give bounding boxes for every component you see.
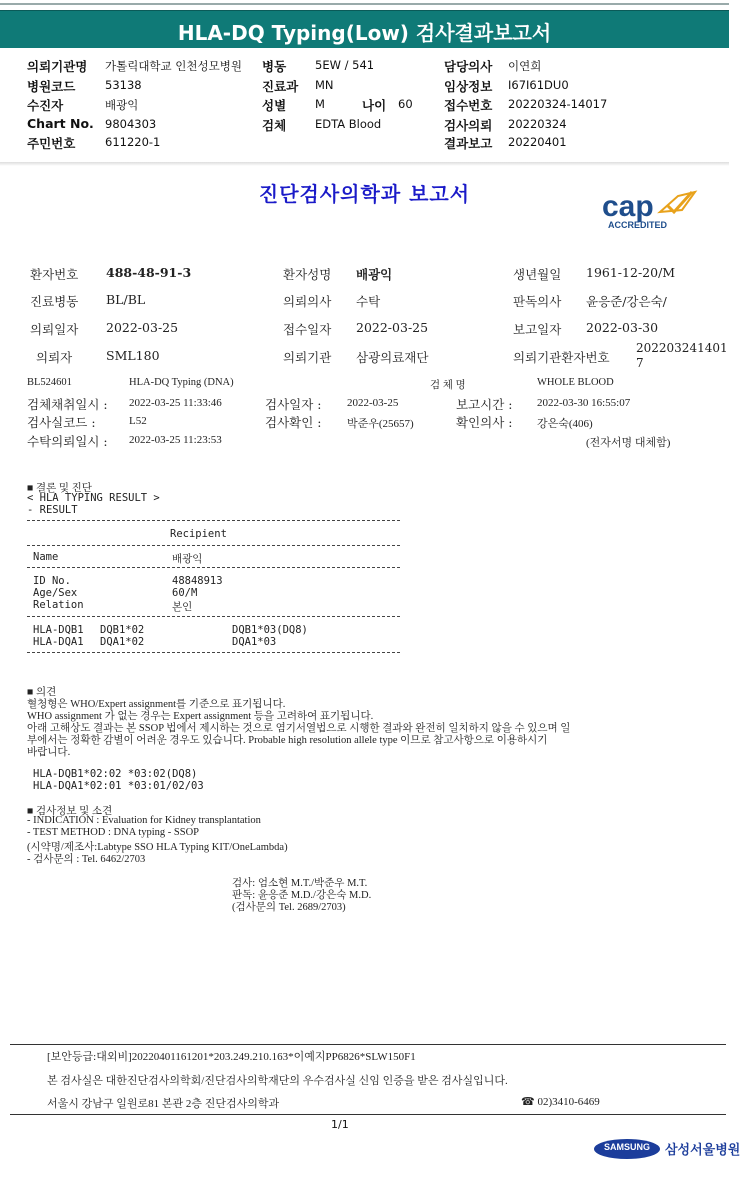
opinion-line: 아래 고해상도 결과는 본 SSOP 법에서 제시하는 것으로 염기서열법으로 시행한 결과와 완전히 일치하지 않을 수 있으며 일 [27, 723, 571, 734]
patient-value: SML180 [106, 348, 160, 363]
collect-label: 검체채취일시 : [27, 397, 108, 412]
reporttime-label: 보고시간 : [456, 397, 513, 412]
opinion-line: 바랍니다. [27, 747, 71, 758]
patient-label: 의뢰일자 [30, 322, 79, 337]
dash-line [27, 567, 400, 568]
age-label: Age/Sex [33, 587, 78, 599]
opinion-line: 혈청형은 WHO/Expert assignment를 기준으로 표기됩니다. [27, 699, 286, 710]
header-label: 진료과 [262, 79, 299, 94]
result-label: - RESULT [27, 504, 78, 516]
dash-line [27, 616, 400, 617]
age-label: 나이 [362, 98, 387, 113]
patient-label: 의뢰자 [36, 350, 73, 365]
samsung-logo-text: SAMSUNG [603, 1142, 650, 1152]
header-label: 의뢰기관명 [27, 59, 88, 74]
header-value: 가톨릭대학교 인천성모병원 [105, 59, 242, 73]
patient-label: 의뢰기관환자번호 [513, 350, 610, 365]
cap-logo-text: cap [602, 190, 654, 223]
confirm-label: 검사확인 : [265, 415, 322, 430]
patient-label: 환자번호 [30, 267, 79, 282]
header-label: 담당의사 [444, 59, 493, 74]
header-label: Chart No. [27, 116, 94, 131]
age-value: 60 [398, 97, 413, 111]
header-label: 병동 [262, 59, 287, 74]
patient-value: 2022-03-25 [356, 320, 429, 335]
testdate-value: 2022-03-25 [347, 397, 399, 409]
top-divider [0, 3, 729, 5]
specimen-value: WHOLE BLOOD [537, 377, 614, 388]
header-value: 9804303 [105, 117, 157, 131]
patient-label: 생년월일 [513, 267, 562, 282]
name-value: 배광익 [172, 553, 203, 565]
info-line: - TEST METHOD : DNA typing - SSOP [27, 827, 200, 838]
patient-label: 의뢰기관 [283, 350, 332, 365]
name-label: Name [33, 551, 59, 563]
lab-value: L52 [129, 415, 147, 427]
patient-value: 2022-03-30 [586, 320, 659, 335]
opinion-line: WHO assignment 가 없는 경우는 Expert assignment 등을 고려하여 표기됩니다. [27, 711, 374, 722]
age-value: 60/M [172, 587, 198, 599]
header-value: 20220324 [508, 117, 567, 131]
signature-line: (검사문의 Tel. 2689/2703) [232, 902, 346, 913]
patient-value: 1961-12-20/M [586, 265, 676, 280]
patient-value: 488-48-91-3 [106, 265, 192, 280]
cap-accredited-logo [600, 186, 700, 232]
security-line: [보안등급:대외비]20220401161201*203.249.210.163*이예지PP6826*SLW150F1 [47, 1051, 416, 1063]
allele-2: DQA1*03 [232, 636, 277, 648]
patient-label: 의뢰의사 [283, 294, 332, 309]
patient-value: 윤응준/강은숙/ [586, 294, 667, 309]
certification-text: 본 검사실은 대한진단검사의학회/진단검사의학재단의 우수검사실 신임 인증을 받은 검사실입니다. [47, 1075, 508, 1087]
patient-label: 보고일자 [513, 322, 562, 337]
ref-patient-no-cont: 7 [636, 356, 644, 370]
header-value: EDTA Blood [315, 117, 382, 131]
dash-line [27, 520, 400, 521]
relation-value: 본인 [172, 601, 193, 613]
patient-value: 202203241401 [636, 341, 728, 355]
specimen-label: 검 체 명 [430, 380, 466, 391]
header-value: 배광익 [105, 98, 139, 112]
lab-phone: ☎ 02)3410-6469 [521, 1096, 600, 1108]
info-line: - 검사문의 : Tel. 6462/2703 [27, 854, 146, 865]
cap-logo-subtext: ACCREDITED [608, 220, 668, 230]
collect-value: 2022-03-25 11:33:46 [129, 397, 222, 409]
reporttime-value: 2022-03-30 16:55:07 [537, 397, 631, 409]
samsung-logo [594, 1139, 660, 1159]
patient-label: 접수일자 [283, 322, 332, 337]
dash-line [27, 652, 400, 653]
signature-line: 판독: 윤응준 M.D./강은숙 M.D. [232, 890, 372, 901]
header-value: 5EW / 541 [315, 58, 375, 72]
received-value: 2022-03-25 11:23:53 [129, 434, 222, 446]
allele-1: DQB1*02 [100, 624, 145, 636]
result-subheading: < HLA TYPING RESULT > [27, 492, 160, 504]
header-value: 53138 [105, 78, 142, 92]
lab-address: 서울시 강남구 일원로81 본관 2층 진단검사의학과 [47, 1098, 280, 1110]
received-label: 수탁의뢰일시 : [27, 434, 108, 449]
header-label: 주민번호 [27, 136, 76, 151]
patient-label: 환자성명 [283, 267, 332, 282]
header-value: I67I61DU0 [508, 78, 569, 92]
header-value: M [315, 97, 325, 111]
info-line: (시약명/제조사:Labtype SSO HLA Typing KIT/OneLambda) [27, 842, 288, 853]
header-value: 20220324-14017 [508, 97, 608, 111]
hospital-name: 삼성서울병원 [665, 1143, 740, 1158]
header-label: 검사의뢰 [444, 118, 493, 133]
opinion-line: 부에서는 정확한 감별이 어려운 경우도 있습니다. Probable high resolution allele type 이므로 참고사항으로 이용하시기 [27, 735, 548, 746]
patient-value: 수탁 [356, 294, 381, 309]
allele-1: DQA1*02 [100, 636, 145, 648]
id-value: 48848913 [172, 575, 223, 587]
signature-line: 검사: 엄소현 M.T./박준우 M.T. [232, 878, 368, 889]
footer-top-line [10, 1044, 726, 1045]
doctor-label: 확인의사 : [456, 415, 513, 430]
doctor-value: 강은숙(406) [537, 418, 593, 430]
patient-value: 배광익 [356, 267, 393, 282]
locus-name: HLA-DQA1 [33, 636, 84, 648]
dash-line [27, 545, 400, 546]
result-heading: ■ 결론 및 진단 [27, 483, 92, 494]
confirm-value: 박준우(25657) [347, 418, 414, 430]
header-label: 임상정보 [444, 79, 493, 94]
page-number: 1/1 [331, 1118, 349, 1131]
opinion-heading: ■ 의견 [27, 687, 57, 698]
header-label: 병원코드 [27, 79, 76, 94]
relation-label: Relation [33, 599, 84, 611]
locus-name: HLA-DQB1 [33, 624, 84, 636]
patient-value: 삼광의료재단 [356, 350, 429, 365]
header-value: 이연희 [508, 59, 542, 73]
patient-label: 판독의사 [513, 294, 562, 309]
header-label: 수진자 [27, 98, 64, 113]
header-label: 성별 [262, 98, 287, 113]
info-heading: ■ 검사정보 및 소견 [27, 806, 113, 817]
header-label: 검체 [262, 118, 287, 133]
lab-label: 검사실코드 : [27, 415, 96, 430]
testdate-label: 검사일자 : [265, 397, 322, 412]
allele-line: HLA-DQA1*02:01 *03:01/02/03 [33, 780, 204, 792]
allele-line: HLA-DQB1*02:02 *03:02(DQ8) [33, 768, 198, 780]
exam-code: BL524601 [27, 377, 72, 388]
patient-value: BL/BL [106, 292, 146, 307]
header-label: 결과보고 [444, 136, 493, 151]
section-divider [0, 162, 729, 166]
header-value: 611220-1 [105, 135, 161, 149]
patient-label: 진료병동 [30, 294, 79, 309]
id-label: ID No. [33, 575, 71, 587]
footer-bottom-line [10, 1114, 726, 1115]
info-line: - INDICATION : Evaluation for Kidney transplantation [27, 815, 261, 826]
report-header-title: HLA-DQ Typing(Low) 검사결과보고서 [177, 21, 552, 45]
patient-value: 2022-03-25 [106, 320, 179, 335]
report-title: 진단검사의학과 보고서 [258, 182, 471, 206]
recipient-header: Recipient [170, 528, 227, 540]
esign-note: (전자서명 대체함) [586, 437, 671, 449]
exam-name: HLA-DQ Typing (DNA) [129, 377, 234, 388]
header-value: MN [315, 78, 334, 92]
allele-2: DQB1*03(DQ8) [232, 624, 308, 636]
header-label: 접수번호 [444, 98, 493, 113]
header-value: 20220401 [508, 135, 567, 149]
